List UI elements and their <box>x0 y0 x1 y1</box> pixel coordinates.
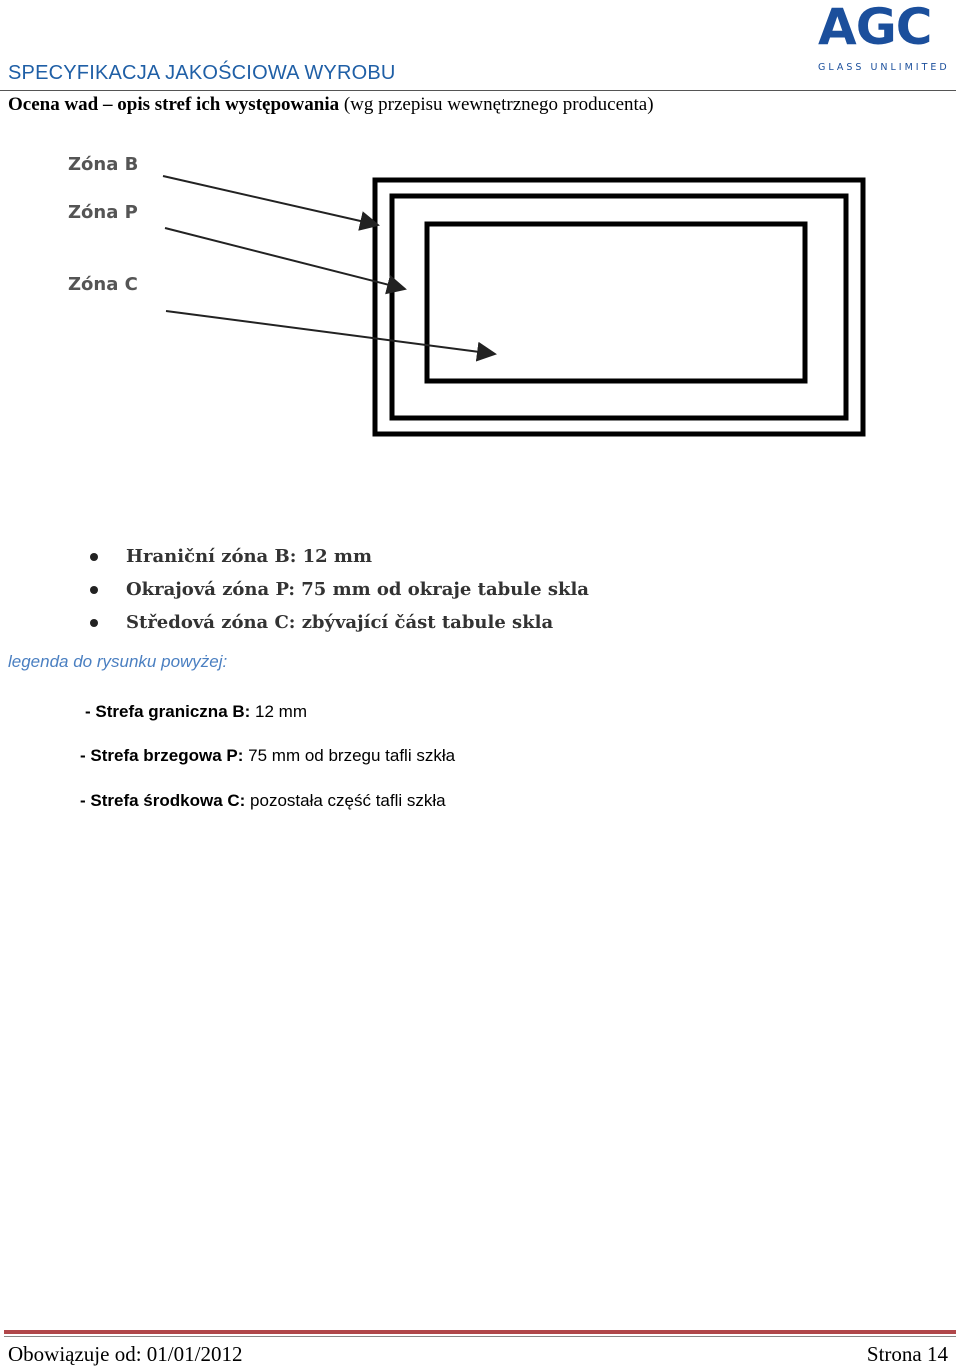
zone-label-b: Zóna B <box>68 154 139 175</box>
legend-title: legenda do rysunku powyżej: <box>8 652 228 671</box>
list-item: Okrajová zóna P: 75 mm od okraje tabule skla <box>88 573 589 606</box>
zone-b-outline <box>375 180 863 434</box>
arrow-zone-b <box>163 176 378 225</box>
bullet-icon <box>90 619 98 627</box>
bullet-icon <box>90 553 98 561</box>
zone-label-p: Zóna P <box>68 202 138 223</box>
logo-text: AGC <box>818 0 932 56</box>
zone-c-outline <box>427 224 805 381</box>
legend-item-b: - Strefa graniczna B: 12 mm <box>85 702 307 721</box>
footer-divider <box>4 1330 956 1334</box>
zone-label-c: Zóna C <box>68 274 138 295</box>
list-item: Hraniční zóna B: 12 mm <box>88 540 589 573</box>
list-item: Středová zóna C: zbývající část tabule skla <box>88 606 589 639</box>
subtitle-bold: Ocena wad – opis stref ich występowania <box>8 94 340 115</box>
footer-divider-thin <box>4 1336 956 1337</box>
arrow-zone-p <box>165 228 405 289</box>
logo-tagline: GLASS UNLIMITED <box>818 62 950 73</box>
legend-item-p: - Strefa brzegowa P: 75 mm od brzegu tafli szkła <box>80 746 456 765</box>
zone-bullet-list <box>88 540 589 639</box>
zone-diagram <box>0 0 960 460</box>
arrow-zone-c <box>166 311 495 354</box>
bullet-icon <box>90 586 98 594</box>
effective-date: Obowiązuje od: 01/01/2012 <box>8 1342 243 1366</box>
document-title: SPECYFIKACJA JAKOŚCIOWA WYROBU <box>8 62 396 84</box>
legend-item-c: - Strefa środkowa C: pozostała część tafli szkła <box>80 791 446 810</box>
page-number: Strona 14 <box>866 1342 948 1366</box>
subtitle-rest: (wg przepisu wewnętrznego producenta) <box>339 94 654 115</box>
zone-p-outline <box>392 196 846 418</box>
